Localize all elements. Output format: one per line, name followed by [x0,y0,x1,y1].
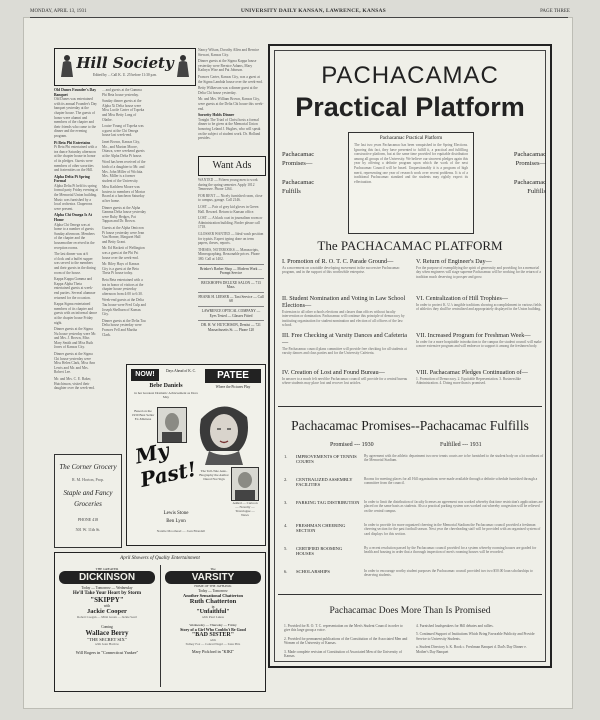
varsity-cast: Sidney Fox — Conrad Nagel — Zasu Pitts [185,642,241,646]
promise-number: 5. [284,546,288,551]
society-item-heading: Pi Beta Phi Entertains [54,140,91,145]
side-right-line-1: Pachacamac [513,151,546,158]
fulfillment-text: In order to provide for more organized cheering in the Memorial Stadium the Pachacamac council provided a freshman cheering section for the past football season. Next year the cheerleading staff will be provided with an organized system of card displays for this section. [364,523,541,536]
promise-number: 3. [284,500,288,505]
dickinson-with: with [103,604,111,608]
society-item [102,185,146,203]
society-item [54,377,98,391]
want-ads-header [198,156,266,176]
dickinson-next-film: "THE SECRET SIX" [87,637,127,642]
grocery-owner: R. M. Horton, Prop. [71,477,105,482]
fulfilled-label: Fulfilled --- 1931 [440,442,482,448]
does-more-item: 1. Provided for R. O. T. C. representation on the Men's Student Council in order to give this large group a voice. [284,624,403,633]
society-item-body: Betty Wilkerson was a dinner guest at the Delta Chi house yesterday. [198,86,258,95]
side-left-line-4: Fulfills [282,188,301,195]
grocery-address: 501 W. 11th St. [75,527,101,532]
society-item [102,226,146,244]
dickinson-theatre-name: DICKINSON [59,571,155,584]
ad-divider [160,565,161,687]
business-card-ad: FRANK H. LEESER — Taxi Service — Call 68 [198,292,264,304]
dickinson-coming: Coming [101,625,113,629]
society-item-body: Miss Kathleen Moore was hostess to members of Mortar Board at a luncheon Saturday at her home. [102,185,145,204]
platform-plank [282,295,408,328]
society-item [198,75,264,84]
platform-intro-text: The last two years Pachacamac has been vanquished in the Spring Elections. Ignoring this fact, they have presented to fulfill it, a practical and fulfilling constructive platform, but at the same time provided for equitable distribution among all groups of the University. We believe our sincerest pledges again this year by offering a definite program upon which the work of the next Pachacamac Council will be based. Unquestionably it is a program of high merit, representing one year of research work over recent problems. It is of a traditional Pachacamac standard and the students may rightly expect its effectuation. [354,143,468,184]
society-item [102,298,146,316]
side-right-line-2: Promises— [515,160,546,167]
hill-society-header [54,48,196,86]
society-item [54,88,98,139]
platform-section-title: The PACHACAMAC PLATFORM [317,238,503,253]
masthead [30,6,570,16]
society-item-body: Tonight The Triad of Christ hosts a formal dinner to be given at the Memorial Union honoring Leland J. Hughes, who will speak on the subject of student work. Dr. Holland presides. [198,117,261,141]
promise-row [284,546,546,568]
society-item-body: Mr. and Mrs. William Brown, Kansas City, were guests at the Delta Chi house this week-end. [198,97,264,111]
dickinson-star: Jackie Cooper [87,608,127,615]
does-more-title: Pachacamac Does More Than Is Promised [329,606,491,616]
masthead-date: MONDAY, APRIL 13, 1931 [30,8,87,14]
promise-label: CERTIFIED ROOMING HOUSES [296,546,343,557]
dickinson-days: Today — Tomorrow — Wednesday [81,586,133,590]
platform-plank [282,258,408,275]
dickinson-cast: Robert Coogan — Mitzi Green — Jackie Searl [77,615,137,619]
promise-number: 4. [284,523,288,528]
society-item [102,278,146,296]
fulfillment-text: By a recent resolution passed by the Pachacamac council provided for a system whereby rooming houses are graded for health and housing in order that a thorough inspection of men's rooming houses will be recorded. [364,546,537,555]
promise-label: IMPROVEMENTS OF TENNIS COURTS [296,454,357,465]
grocery-title: The Corner Grocery [59,463,117,471]
dickinson-next-with: with Jean Harlow [95,642,119,646]
side-right-line-4: Fulfills [527,188,546,195]
society-item-body: Nancy Wilson, Dorothy Allen and Bernice Stewart, Kansas City. [198,48,260,57]
promise-row [284,569,546,591]
patee-star-name: Bebe Daniels [149,383,183,389]
varsity-pre: The [210,567,216,571]
society-item [102,262,146,276]
varsity-bottom: Mary Pickford in "KIKI" [191,649,235,654]
varsity-next-film: "BAD SISTER" [191,632,235,638]
promise-number: 1. [284,454,288,459]
promise-number: 2. [284,477,288,482]
society-item-body: Kappa Kappa Gamma and Kappa Alpha Theta entertained guests at week-end parties. Several alumnae returned for the occasion. [54,277,96,300]
platform-plank [416,258,542,279]
society-item-body: Janet Brown, Kansas City, Mo., and Marion Moore, Ottawa, were weekend guests at the Alpha Delta Pi house. [102,139,145,158]
society-item [54,277,98,300]
masthead-paper-name: UNIVERSITY DAILY KANSAN, LAWRENCE, KANSAS [240,8,386,14]
plank-heading: V. Return of Engineer's Day— [416,258,492,265]
society-item [102,99,146,122]
does-more-list-left [284,624,408,662]
fulfillment-text: By agreement with the athletic department two new tennis courts are to be furnished to the student body on a lot northeast of the Memorial Stadium. [364,454,544,463]
varsity-theatre-section [165,567,261,687]
promises-title: Pachacamac Promises--Pachacamac Fulfills [291,418,529,433]
does-more-item: 5. Continued Support of Institutions Which Bring Favorable Publicity and Provide Service to University Students. [416,632,535,641]
plank-body: In answer to a much felt need the Pachacamac council will provide for a central bureau where students may place lost and recover lost articles. [282,377,408,386]
promise-row [284,477,546,499]
society-item-body: Guests at the Alpha Omicron Pi house yesterday were Jean Van Horner, Margaret Hall and Betty Grant. [102,226,145,244]
society-item [198,59,264,73]
side-right-line-3: Pachacamac [513,179,546,186]
society-item-body: Word has been received of the birth of a daughter to Mr. and Mrs. John Miller of Wichita. Mrs. Miller is a former student of the University. [102,160,146,183]
society-item-body: Sunday dinner guests at the Alpha Xi Delta house were Miss Lucile Carter of Topeka and Miss Betty Long of Olathe. [102,99,145,122]
patee-star-subtitle: in her Greatest Dramatic Achievement as Dora May [134,391,198,399]
society-item [102,319,146,337]
platform-plank [282,369,408,386]
corner-grocery-ad [54,454,122,548]
society-item [102,246,146,260]
does-more-item: a. Student Directory b. K. Book c. Freshman Banquet d. Dad's Day Dinner e. Mother's Day Banquet [416,645,527,654]
hill-society-title: Hill Society [76,54,174,72]
society-item [54,327,98,350]
side-left-line-1: Pachacamac [282,151,315,158]
april-showers-title: April Showers of Quality Entertainment [120,556,200,561]
fulfillment-text: In order to encourage worthy student purposes the Pachacamac council provided two two $50.00 loan scholarships to deserving students. [364,569,533,578]
does-more-list-right [416,624,540,658]
promise-number: 6. [284,569,288,574]
want-ad-item: WANTED — Fifteen young men to work during the spring semester. Apply 1012 Tennessee. Phone 1264. [198,178,258,192]
patee-theatre-ad [126,364,266,546]
masthead-page-number: PAGE THREE [540,8,570,14]
varsity-post: HOME OF THE JAYHAWK [194,584,232,588]
does-more-item: 2. Provided for permanent publications of the Constitution of the Associated Men and Women of the University of Kansas. [284,636,408,646]
society-item-body: ... and guests at the Gamma Phi Beta house yesterday. [102,88,142,97]
society-item [198,86,264,95]
promise-row [284,454,546,476]
promise-row [284,500,546,522]
varsity-star-pre: in [211,605,215,609]
patee-film-note: The Tell-Tale Auto-Biography the Author Dared Not Sign [199,469,229,481]
promise-label: PARKING TAG DISTRIBUTION [296,500,360,505]
platform-headline-2: Practical Platform [295,92,525,122]
masthead-rule [30,17,568,18]
society-item-heading: Alpha Delta Pi Spring Formal [54,174,90,184]
varsity-next: Story of a Girl Who Couldn't Be Good [180,627,246,632]
lady-figure-right-icon [175,53,191,79]
plank-heading: III. Free Checking at Varsity Dances and Cafeteria— [282,332,407,346]
patee-based-on: Based on the 1930 Best Seller Ex-Mistress [131,409,155,421]
society-item [54,302,98,325]
society-item-body: Dinner guests at the Sigma Chi house yesterday were Miss Helen Clark, Miss Ann Lewis and Mr. and Mrs. Robert Lee. [54,352,96,375]
society-item-body: The last dinner was at 6 o'clock and a buffet supper was served to the members and their guests in the dining room of the house. [54,252,96,275]
patee-theatre-name: PATEE [205,369,261,383]
film-title-my-past: My Past! [133,437,199,492]
society-item-body: Mr. Riley Hays of Kansas City is a guest at the Beta Theta Pi house today. [102,262,140,276]
dickinson-bottom: Will Rogers in "Connecticut Yankee" [75,650,139,655]
promises-bottom-rule [278,594,542,595]
varsity-star: Ruth Chatterton [189,598,237,605]
business-card-ad: DR. H. W. HUTCHISON, Dentist — 721 Massachusetts St. — Phone 120 [198,320,264,332]
platform-plank [416,332,542,349]
hill-society-editor: Edited by ... Call K. U. 25 before 11:30 p.m. [93,73,157,77]
grocery-tagline-2: Groceries [74,500,102,508]
pachacamac-platform-ad [268,44,552,668]
want-ad-item: THESES, NOTEBOOKS — Manuscripts, Mimeographing. Reasonable prices. Phone 380. Call at 1402. [198,247,260,261]
want-ad-item: GLOSSER WANTED — Ideal wash position for typists. Expert typing done on term papers, theses, reports. [198,231,264,246]
promise-label: CENTRALIZED ASSEMBLY FACILITIES [296,477,353,488]
society-item-body: Mr. Ed Hackett of Wellington was a guest at the Phi Psi house over the week-end. [102,246,145,260]
want-ad-item: LOST — A black coat in journalism room or Administration building. Finder please call 1718. [198,216,263,230]
side-label-right [492,150,546,196]
society-item [102,140,146,158]
society-item [198,97,264,111]
society-item-body: Alpha Chi Omega was at home to a number of guests Sunday afternoon. Members of the chapter and the housemother received in the reception rooms. [54,222,95,250]
society-item [54,141,98,173]
society-item [102,88,146,97]
society-item-body: Frances Carter, Kansas City, was a guest at the Sigma Lambda house over the week-end. [198,74,263,84]
want-ad-item: LOST — Pair of grey kid gloves in Green Hall. Reward. Return to Kansan office. [198,204,259,214]
plank-body: 1. Promotion of Democracy. 2. Equitable Representation. 3. Businesslike Administration. 4. Doing more than is promised. [416,377,522,386]
plank-body: In order for a more hospitable introduction to the campus the student council will make a more extensive program and will endeavor to support it among the freshmen body. [416,340,542,349]
promised-label: Promised --- 1930 [330,442,374,448]
business-card-ad: Brinker's Barber Shop — Modern Work — Prompt Service [198,264,264,276]
society-column-1 [54,88,98,450]
does-more-item: 3. Made complete revision of Constitution of Associated Men of the University of Kansas. [284,649,402,659]
patee-added-features: Added — Cartoon — Novelty — Travelogue — News [232,501,258,517]
patee-cast-lewis-stone: Lewis Stone [163,511,189,516]
second-actor-portrait [231,467,259,501]
plank-body: Extension to all other schools elections and classes than offices without faculty intervention or domination. Pachacamac will continue this principle of democracy by instituting organization for student nomination and election of all officers of the law school. [282,310,405,328]
plank-body: As a movement on a notable developing movement in the successive Pachacamac program, and in the support of this worthwhile enterprise. [282,266,400,275]
plank-body: The Pachacamac council plans committee will provide free checking for all students at varsity dances and class parties and for the University Cafeteria. [282,347,407,356]
society-item-body: Louise Young of Topeka was a guest at the Chi Omega house last week-end. [102,124,144,138]
society-item-body: Week-end guests at the Delta Tau house were Fred Culp and Joseph Shelburn of Kansas City. [102,298,146,317]
plank-body: In order to protect K. U.'s tangible traditions showing accomplishment in various fields of athletics they shall be centralized and appropriately displayed in the Union building. [416,303,542,312]
side-left-line-2: Promises— [282,160,313,167]
society-item-heading: Old Dunes Founder's Day Banquet [54,88,97,97]
patee-cast-ben-lyon: Ben Lyon [166,519,186,524]
fulfillment-text: Rooms for meeting places for all Hill organizations were made available through a definite schedule furnished through a committee from the council. [364,477,538,486]
society-item [54,213,98,250]
planks-bottom-rule [278,406,542,407]
society-item [198,48,264,57]
varsity-film-with: with Paul Lukas [201,615,225,619]
fulfillment-text: In order to limit the distribution of faculty licenses an agreement was worked whereby that time restriction's applications are placed on the same basis as students. Also a practical parking system was worked out whereby congestion will be relieved on the central campus. [364,500,543,513]
dickinson-theatre-section [59,567,155,687]
plank-heading: VII. Increased Program for Freshman Week— [416,332,531,339]
promise-label: FRESHMAN CHEERING SECTION [296,523,346,534]
dickinson-pre: THE GREATER [95,567,119,571]
platform-intro-box [348,132,474,234]
business-card-ad: BECKHOFFS DELUXE SALON — 713 Mass. [198,278,264,290]
plank-heading: IV. Creation of Lost and Found Bureau— [282,369,385,376]
society-item-body: Dinner guests at the Alpha Gamma Delta house yesterday were Ruby Hedges, Pat Tappan and Dr. Brown. [102,205,146,224]
varsity-film: "Unfaithful" [196,609,230,615]
plank-heading: VI. Centralization of Hill Trophies— [416,295,508,302]
society-item-heading: Alpha Chi Omega Is At Home [54,213,92,223]
dickinson-next-star: Wallace Berry [85,629,129,637]
plank-heading: II. Student Nomination and Voting in Law School Elections— [282,295,406,309]
plank-heading: VIII. Pachacamac Pledges Continuation of— [416,369,528,376]
society-column-2 [102,88,146,346]
patee-tagline: Where the Pictures Play [215,385,251,389]
patee-days-ahead: Days Ahead of K. C. [166,369,196,373]
society-item-body: Dinner guests at the Sigma Nu house yesterday were Mr. and Mrs. J. Brown, Miss Mary Smith and Miss Ruth Jones of Kansas City. [54,327,97,350]
society-column-3 [198,48,264,150]
society-item-body: Pi Beta Phi entertained with a tea dance Saturday afternoon at the chapter house in honor of its pledges. Guests were members of other sororities and fraternities on the Hill. [54,145,97,173]
society-item-body: Dinner guests at the Delta Tau Delta house yesterday were Frances Fell and Martha Clark. [102,318,146,337]
want-ads-title: Want Ads [212,160,252,171]
side-left-line-3: Pachacamac [282,179,315,186]
platform-plank [282,332,408,356]
april-showers-ad [54,552,266,692]
society-item-body: Kappa Sigma entertained members of its chapter and guests with an informal dance at the chapter house Friday night. [54,302,98,325]
patee-supporting-cast: Natalie Moorhead — Joan Blondell [156,529,206,533]
society-item [54,252,98,275]
side-label-left [282,150,336,196]
society-item-heading: Sorority Holds Dinner [198,113,235,118]
dickinson-tagline: He'll Take Your Heart by Storm [72,591,142,596]
promise-label: SCHOLARSHIPS [296,569,330,574]
grocery-phone: PHONE 418 [77,517,99,522]
society-item-body: Alpha Delta Pi held its spring formal party Friday evening at the Memorial Union building. Music was furnished by a local orchestra. Chaperons were present. [54,183,98,211]
lady-figure-left-icon [59,53,75,79]
plank-body: For the purpose of exemplifying the spirit of generosity and providing for a memorial day when engineers will stage supreme Pachacamac will be working for the return of a tradition much deserving to prosper and grow. [416,266,541,279]
society-item-body: Old Dunes was entertained with its annual Founder's Day banquet yesterday at the chapter house. The guests of honor were alumni and members of the chapter and their friends who came to the dinner and the evening program. [54,97,97,138]
does-more-item: 4. Furnished loudspeakers for Hill debates and rallies. [416,624,494,628]
society-item [54,175,98,212]
varsity-days: Today — Tomorrow [198,589,228,593]
society-item [54,352,98,375]
varsity-tagline: Another Sensational Chatterton [183,593,243,598]
platform-plank [416,295,542,312]
varsity-theatre-name: VARSITY [165,571,261,584]
business-card-ad: LAWRENCE OPTICAL COMPANY — Eyes Tested — Glasses Fitted [198,306,264,318]
platform-plank [416,369,542,386]
want-ad-item: FOR RENT — Nicely furnished room, close to campus, garage. Call 2146. [198,193,263,203]
varsity-coming: Wednesday — Thursday — Friday [189,623,237,627]
society-item [198,113,264,141]
promise-row [284,523,546,545]
society-item-body: Dinner guests at the Sigma Kappa house yesterday were Bernice Adams, Mary Kathryn Wise and Pat Johnson. [198,59,257,73]
society-item [102,206,146,224]
platform-headline-1: PACHACAMAC [321,62,499,89]
grocery-tagline-1: Staple and Fancy [63,489,113,497]
society-item-body: Mr. and Mrs. C. E. Baker, Hutchinson, visited their daughter over the week-end. [54,377,95,391]
society-item-body: Beta Beta entertained with a tea in honor of visitors at the chapter house yesterday afternoon from 4:00 to 6:30. [102,277,144,296]
now-badge: NOW! [131,369,159,381]
dickinson-film: "SKIPPY" [90,596,124,604]
want-ads-list [198,178,264,358]
society-item [102,160,146,183]
society-item [102,124,146,138]
platform-intro-title: Pachacamac Practical Platform [379,136,443,141]
varsity-next-with: with [209,638,217,642]
plank-heading: I. Promotion of R. O. T. C. Parade Ground— [282,258,394,265]
